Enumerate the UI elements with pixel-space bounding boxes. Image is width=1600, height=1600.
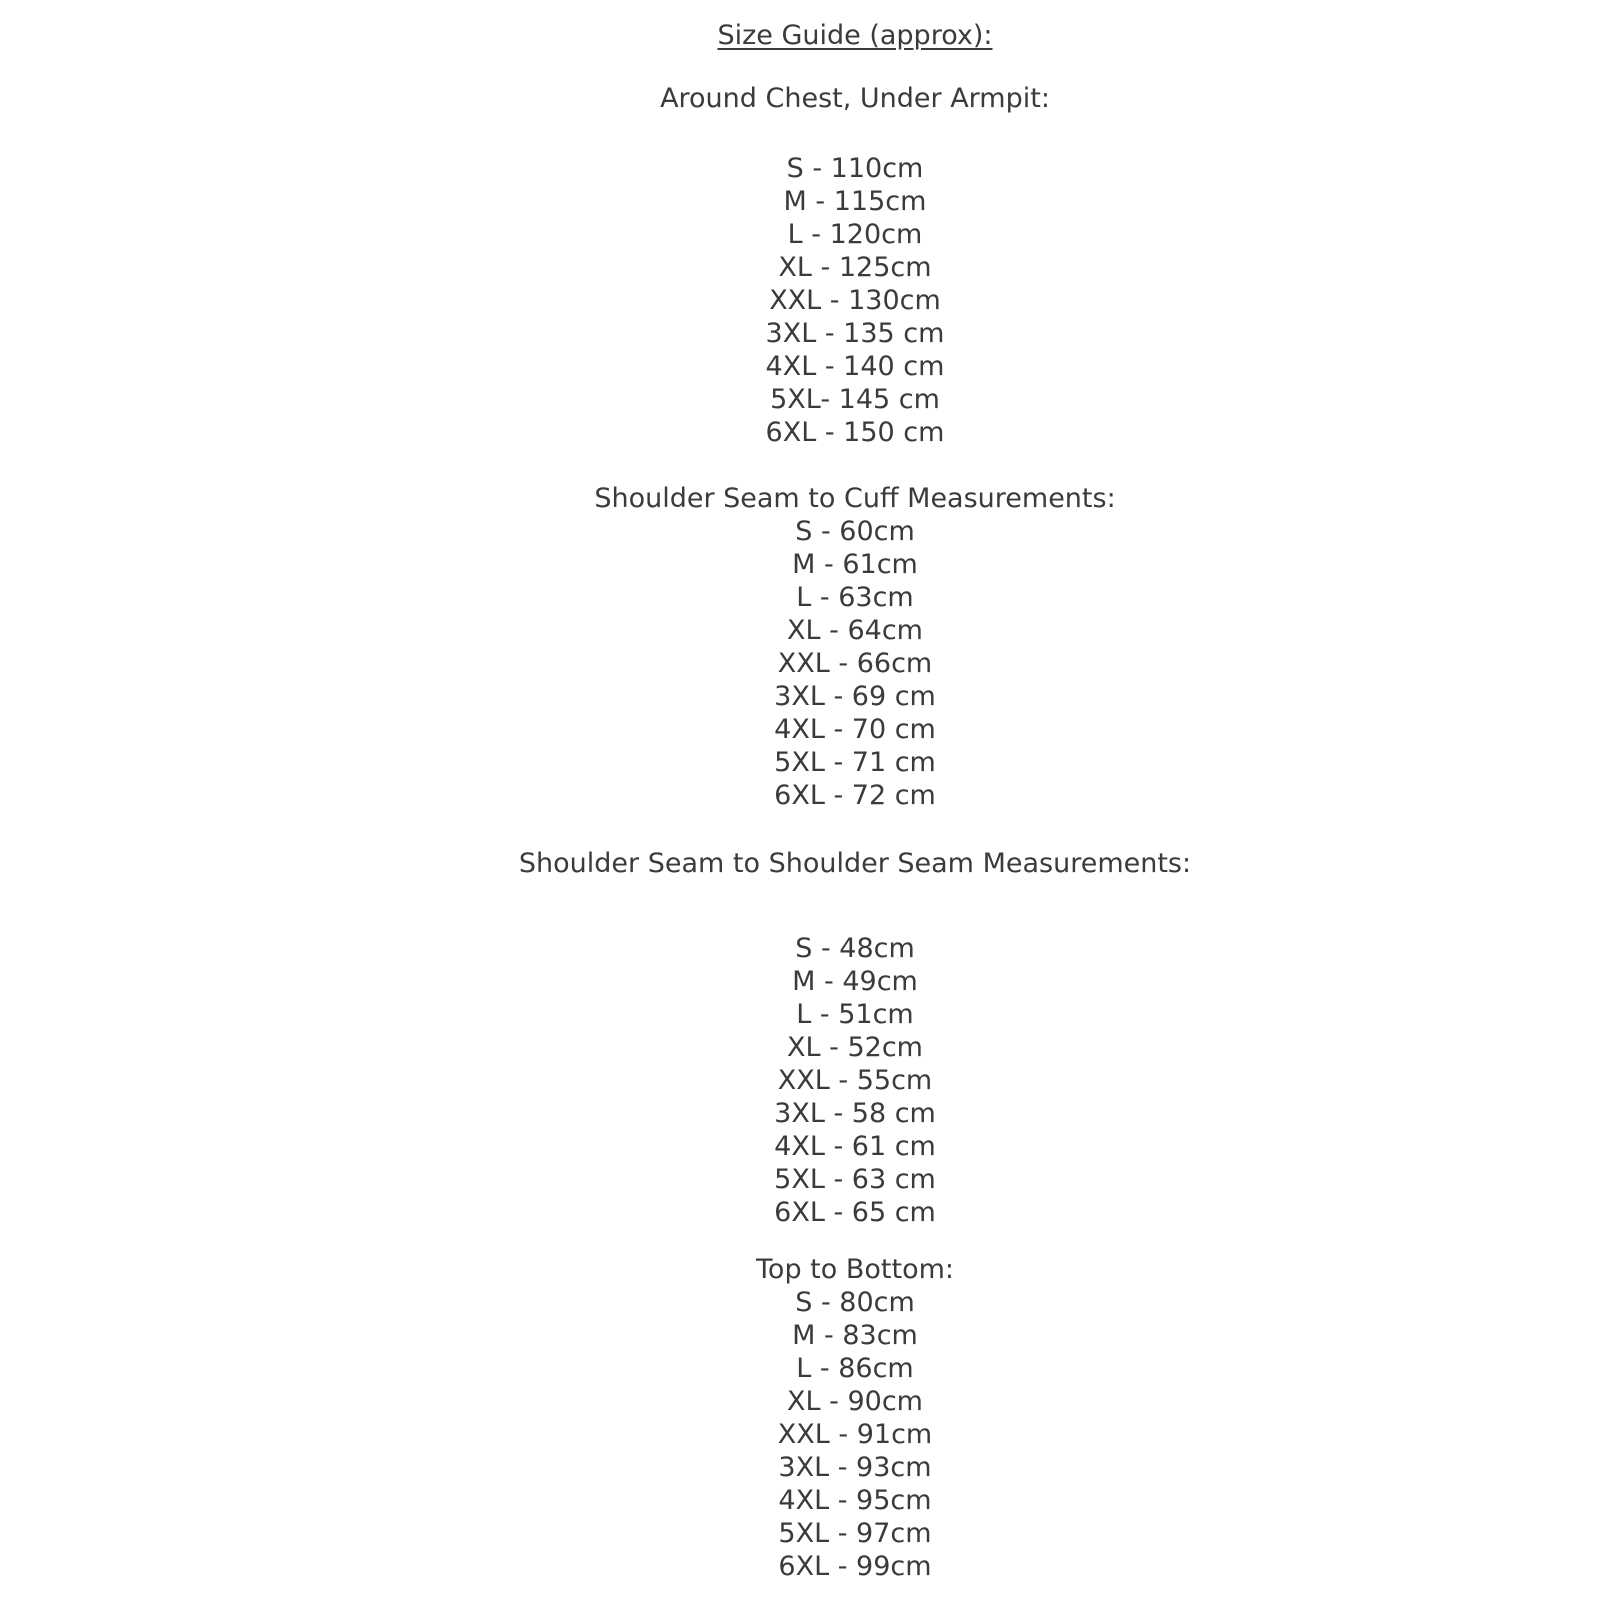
section-heading-shoulder-to-shoulder: Shoulder Seam to Shoulder Seam Measurements: [518, 848, 1192, 879]
size-row: 3XL - 93cm [778, 1452, 932, 1483]
size-row: 4XL - 140 cm [765, 351, 945, 382]
size-row: 6XL - 99cm [778, 1551, 932, 1582]
size-row: 3XL - 135 cm [765, 318, 945, 349]
size-row: XL - 90cm [787, 1386, 923, 1417]
size-row: S - 110cm [786, 153, 924, 184]
size-row: 3XL - 58 cm [774, 1098, 936, 1129]
section-heading-top-to-bottom: Top to Bottom: [756, 1254, 954, 1285]
size-row: 3XL - 69 cm [774, 681, 936, 712]
spacer [110, 880, 1600, 932]
size-row: XXL - 55cm [777, 1065, 933, 1096]
size-row: M - 61cm [792, 549, 918, 580]
section-heading-around-chest: Around Chest, Under Armpit: [660, 83, 1050, 114]
spacer [110, 449, 1600, 482]
size-row: 5XL - 71 cm [774, 747, 936, 778]
size-row: L - 120cm [787, 219, 923, 250]
size-row: L - 51cm [796, 999, 914, 1030]
size-row: XXL - 66cm [777, 648, 933, 679]
size-row: L - 86cm [796, 1353, 914, 1384]
size-row: 6XL - 65 cm [774, 1197, 936, 1228]
size-row: XXL - 130cm [769, 285, 941, 316]
size-row: 6XL - 72 cm [774, 780, 936, 811]
size-row: XL - 52cm [787, 1032, 923, 1063]
size-row: S - 60cm [795, 516, 915, 547]
section-heading-shoulder-to-cuff: Shoulder Seam to Cuff Measurements: [594, 483, 1116, 514]
size-row: M - 83cm [792, 1320, 918, 1351]
size-row: XL - 64cm [787, 615, 923, 646]
size-row: XXL - 91cm [777, 1419, 933, 1450]
size-row: 5XL - 97cm [778, 1518, 932, 1549]
size-row: 5XL - 63 cm [774, 1164, 936, 1195]
size-row: 6XL - 150 cm [765, 417, 945, 448]
size-row: L - 63cm [796, 582, 914, 613]
spacer [110, 115, 1600, 152]
size-row: 4XL - 70 cm [774, 714, 936, 745]
size-row: S - 80cm [795, 1287, 915, 1318]
spacer [110, 1229, 1600, 1253]
page-title: Size Guide (approx): [717, 20, 993, 51]
spacer [110, 52, 1600, 82]
size-row: 4XL - 61 cm [774, 1131, 936, 1162]
size-row: XL - 125cm [778, 252, 932, 283]
size-row: 5XL- 145 cm [770, 384, 940, 415]
size-row: M - 49cm [792, 966, 918, 997]
size-row: S - 48cm [795, 933, 915, 964]
size-row: 4XL - 95cm [778, 1485, 932, 1516]
size-row: M - 115cm [783, 186, 927, 217]
spacer [110, 812, 1600, 847]
